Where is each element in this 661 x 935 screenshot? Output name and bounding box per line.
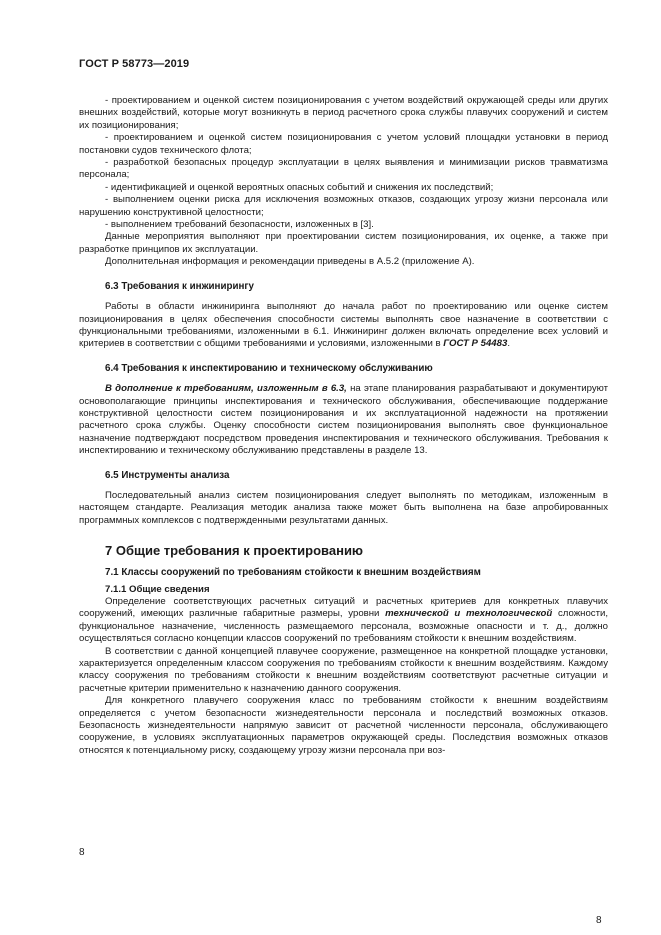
document-header: ГОСТ Р 58773—2019 [79, 58, 190, 70]
section-7-paragraph-3: Для конкретного плавучего сооружения класс по требованиям стойкости к внешним воздействиям определяется с учетом безопасности жизнедеятельности персонала и последствий возможных отказов. Безопасность жизнедеятельности напрямую зависит от расчетной численности персонала, обслуживающего сооружение, в условиях эксплуатационных параметров окружающей среды. Последствия возможных отказов относятся к потенциальному риску, создающему угрозу жизни персонала при воз- [79, 695, 608, 756]
section-6-4-text: В дополнение к требованиям, изложенным в 6.3, на этапе планирования разрабатывают и документируют основополагающие принципы инспектирования и технического обслуживания, обеспечивающие поддержание конструктивной целостности систем позиционирования и их эксплуатационной надежности на протяжении расчетного срока службы. Оценку способности систем позиционирования выполнять свое функциональное назначение подтверждают посредством проведения инспектирования и технического обслуживания. Требования к инспектированию и техническому обслуживанию представлены в разделе 13. [79, 383, 608, 457]
list-item: - выполнением требований безопасности, изложенных в [3]. [105, 219, 374, 231]
section-6-3-title: 6.3 Требования к инжинирингу [105, 280, 254, 292]
section-6-5-text: Последовательный анализ систем позиционирования следует выполнять по методикам, изложенным в настоящем стандарте. Реализация методик анализа также может быть выполнена на базе апробированных программных комплексов с подтвержденными результатами данных. [79, 489, 608, 526]
section-6-5-title: 6.5 Инструменты анализа [105, 469, 230, 481]
section-7-1-1-title: 7.1.1 Общие сведения [105, 583, 210, 595]
section-6-3-text: Работы в области инжиниринга выполняют до начала работ по проектированию или оценке систем позиционирования в целях обеспечения способности системы выполнять свое назначение в соответствии с функциональными требованиями, изложенными в 6.1. Инжиниринг должен включать определение всех условий и критериев в соответствии с общими требованиями и условиями, изложенными в ГОСТ Р 54483. [79, 301, 608, 350]
list-item: - выполнением оценки риска для исключения возможных отказов, создающих угрозу жизни персонала или нарушению конструктивной целостности; [79, 194, 608, 218]
section-6-4-title: 6.4 Требования к инспектированию и техническому обслуживанию [105, 362, 433, 374]
section-7-title: 7 Общие требования к проектированию [105, 543, 364, 559]
standard-reference: ГОСТ Р 54483 [443, 338, 508, 350]
list-item: - идентификацией и оценкой вероятных опасных событий и снижения их последствий; [105, 181, 494, 193]
list-item: - проектированием и оценкой систем позиционирования с учетом условий площадки установки в период постановки судов технического флота; [79, 132, 608, 156]
paragraph-measures: Данные мероприятия выполняют при проектировании систем позиционирования, их оценке, а также при разработке принципов их эксплуатации. [79, 231, 608, 255]
paragraph-additional: Дополнительная информация и рекомендации приведены в А.5.2 (приложение А). [105, 256, 475, 268]
section-7-paragraph-2: В соответствии с данной концепцией плавучее сооружение, размещенное на конкретной площадке установки, характеризуется определенным классом сооружения по требованиям стойкости к внешним воздействиям. Каждому классу сооружения по требованиям стойкости к внешним воздействиям соответствуют расчетные ситуации и расчетные критерии применительно к назначению данного сооружения. [79, 645, 608, 694]
page-content [79, 95, 608, 757]
section-6-4-lead: В дополнение к требованиям, изложенным в 6.3, [105, 383, 347, 395]
page-number-footer: 8 [596, 915, 602, 926]
list-item: - разработкой безопасных процедур эксплуатации в целях выявления и минимизации рисков травматизма персонала; [79, 157, 608, 181]
section-7-paragraph-1: Определение соответствующих расчетных ситуаций и расчетных критериев для конкретных плавучих сооружений, имеющих различные габаритные размеры, уровни технической и технологической сложности, функциональное назначение, численность размещаемого персонала, возможные опасности и т. д., должно осуществляться согласно концепции классов сооружений по требованиям стойкости к внешним воздействиям. [79, 596, 609, 645]
section-7-1-title: 7.1 Классы сооружений по требованиям стойкости к внешним воздействиям [105, 567, 481, 579]
page-number: 8 [79, 847, 85, 858]
list-item: - проектированием и оценкой систем позиционирования с учетом воздействий окружающей среды или других внешних воздействий, которые могут возникнуть в период расчетного срока службы плавучих сооружений и систем их позиционирования; [79, 95, 608, 131]
